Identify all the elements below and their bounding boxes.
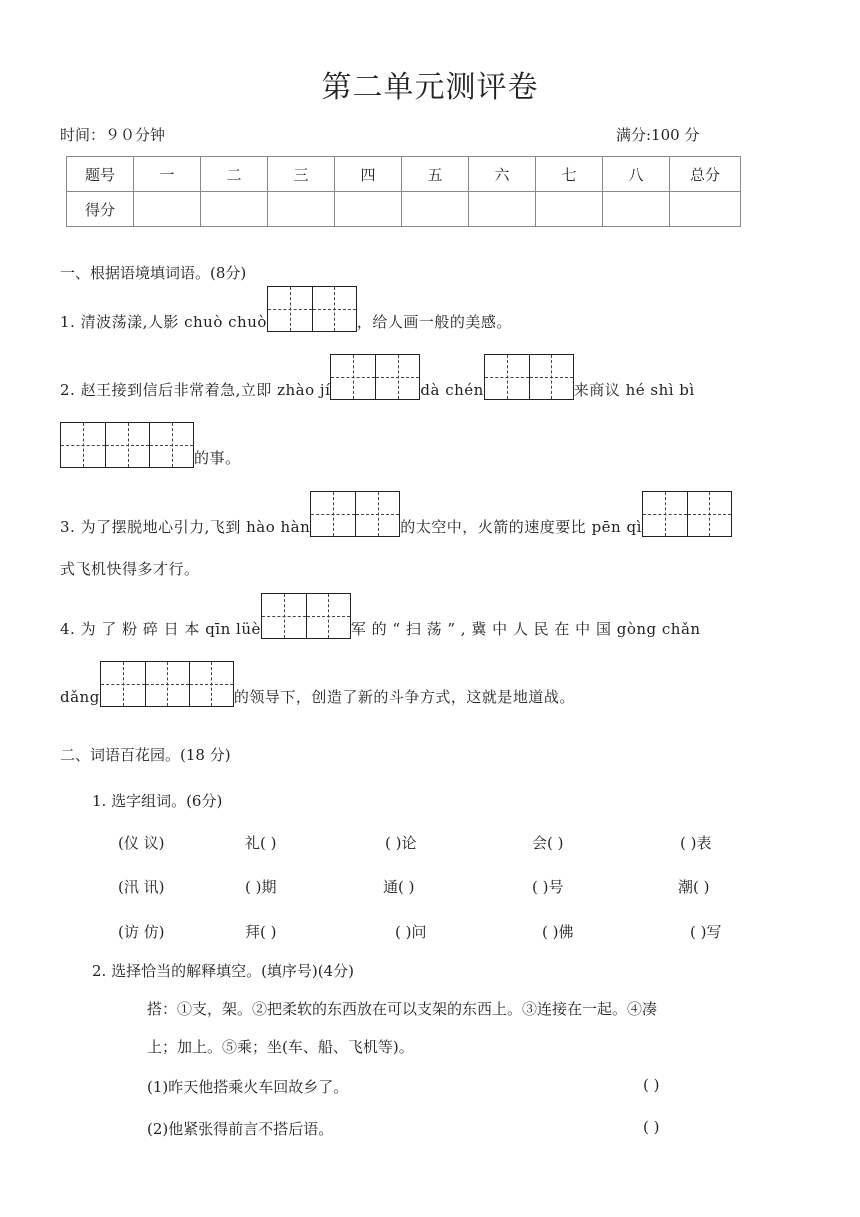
table-cell: 得分 [67,192,134,227]
table-cell: 总分 [670,157,741,192]
table-cell: 三 [268,157,335,192]
tianzige-answer-box[interactable] [60,422,194,468]
tianzige-answer-box[interactable] [310,491,400,537]
choice-item: (2)他紧张得前言不搭后语。 [147,1120,334,1138]
table-cell: 题号 [67,157,134,192]
answer-blank[interactable]: ( ) [643,1118,660,1136]
score-blank[interactable] [134,192,201,227]
question-text: 来商议 hé shì bì [573,381,695,399]
section-2-heading: 二、词语百花园。(18 分) [60,746,231,764]
word-blank[interactable]: ( )问 [395,923,427,941]
word-blank[interactable]: ( )佛 [542,923,574,941]
question-1 [60,286,512,332]
score-blank[interactable] [469,192,536,227]
word-blank[interactable]: 拜( ) [245,923,277,941]
question-3 [60,491,732,537]
score-blank[interactable] [603,192,670,227]
score-blank[interactable] [268,192,335,227]
score-blank[interactable] [670,192,741,227]
score-table-header-row [67,157,741,192]
question-text: 3. 为了摆脱地心引力,飞到 hào hàn [60,518,311,536]
question-text: dà chén [420,381,484,399]
word-blank[interactable]: 通( ) [383,878,415,896]
tianzige-answer-box[interactable] [330,354,420,400]
word-blank[interactable]: 会( ) [532,834,564,852]
answer-blank[interactable]: ( ) [643,1076,660,1094]
question-2 [60,354,695,400]
table-cell: 八 [603,157,670,192]
tianzige-answer-box[interactable] [261,593,351,639]
char-pair: (仪 议) [118,834,165,852]
table-cell: 五 [402,157,469,192]
question-4-continued [60,661,575,707]
time-label: 时间：９０分钟 [60,126,166,144]
section-1-heading: 一、根据语境填词语。(8分) [60,264,247,282]
score-blank[interactable] [201,192,268,227]
full-score-label: 满分:100 分 [616,126,700,144]
tianzige-answer-box[interactable] [642,491,732,537]
question-text: 的事。 [194,449,241,467]
question-3-continued: 式飞机快得多才行。 [60,560,200,578]
score-blank[interactable] [536,192,603,227]
score-blank[interactable] [402,192,469,227]
subquestion-1-heading: 1. 选字组词。(6分) [92,792,223,810]
choice-item: (1)昨天他搭乘火车回故乡了。 [147,1078,349,1096]
table-cell: 一 [134,157,201,192]
definition-line: 上；加上。⑤乘；坐(车、船、飞机等)。 [147,1038,414,1056]
table-cell: 六 [469,157,536,192]
subquestion-2-heading: 2. 选择恰当的解释填空。(填序号)(4分) [92,962,355,980]
table-cell: 七 [536,157,603,192]
question-2-continued [60,422,241,468]
word-blank[interactable]: ( )号 [532,878,564,896]
table-cell: 二 [201,157,268,192]
word-blank[interactable]: 礼( ) [245,834,277,852]
table-cell: 四 [335,157,402,192]
word-blank[interactable]: 潮( ) [678,878,710,896]
score-table [66,156,741,227]
definition-line: 搭：①支，架。②把柔软的东西放在可以支架的东西上。③连接在一起。④凑 [147,1000,658,1018]
tianzige-answer-box[interactable] [267,286,357,332]
question-text: 的太空中，火箭的速度要比 pēn qì [400,518,642,536]
tianzige-answer-box[interactable] [100,661,234,707]
question-text: 1. 清波荡漾,人影 chuò chuò [60,313,267,331]
question-text: 2. 赵王接到信后非常着急,立即 zhào jí [60,381,331,399]
question-text: ，给人画一般的美感。 [356,313,512,331]
question-text: 的领导下，创造了新的斗争方式，这就是地道战。 [233,688,575,706]
score-table-score-row [67,192,741,227]
word-blank[interactable]: ( )期 [245,878,277,896]
question-text: dǎng [60,688,100,706]
page-title: 第二单元测评卷 [321,70,539,105]
word-blank[interactable]: ( )论 [385,834,417,852]
score-blank[interactable] [335,192,402,227]
char-pair: (访 仿) [118,923,165,941]
tianzige-answer-box[interactable] [484,354,574,400]
question-4 [60,593,701,639]
question-text: 4. 为 了 粉 碎 日 本 qīn lüè [60,620,261,638]
word-blank[interactable]: ( )写 [690,923,722,941]
char-pair: (汛 讯) [118,878,165,896]
word-blank[interactable]: ( )表 [680,834,712,852]
question-text: 军 的 “ 扫 荡 ” , 冀 中 人 民 在 中 国 gòng chǎn [350,620,701,638]
